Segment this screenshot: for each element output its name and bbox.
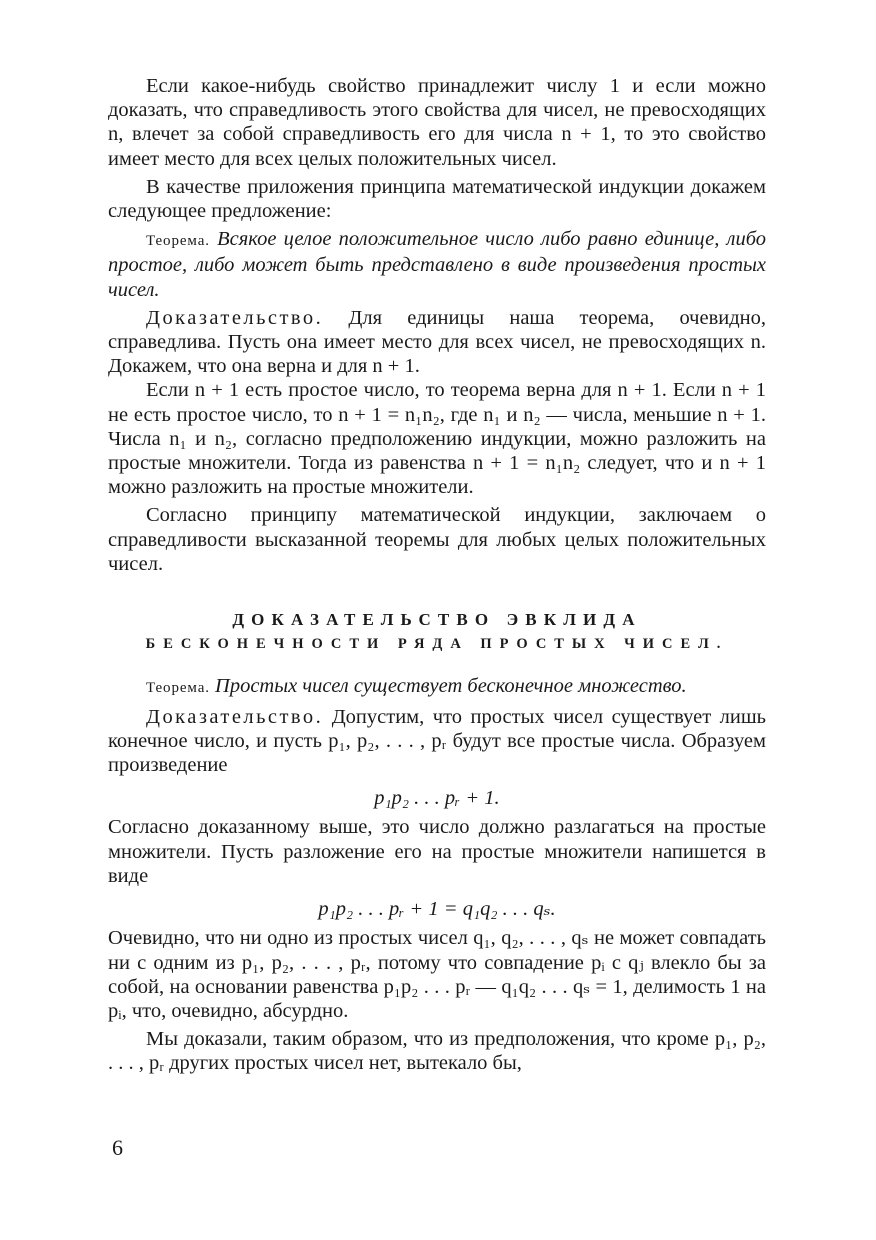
proof-2-label: Доказательство. (146, 705, 324, 728)
page-number: 6 (112, 1135, 123, 1160)
theorem-2-text: Простых чисел существует бесконечное множество. (215, 675, 687, 698)
paragraph-application: В качестве приложения принципа математической индукции докажем следующее предложение: (108, 175, 766, 223)
section-title-line-1: ДОКАЗАТЕЛЬСТВО ЭВКЛИДА (232, 610, 642, 630)
theorem-2-label: Теорема. (146, 680, 210, 697)
paragraph-induction-principle: Если какое-нибудь свойство принадлежит числу 1 и если можно доказать, что справедливость этого свойства для чисел, не превосходящих n, влечет за собой справедливость его для числа n + 1, то это свойство имеет место для всех целых положительных чисел. (108, 75, 766, 170)
theorem-1-label: Теорема. (146, 233, 210, 250)
paragraph-conclusion: Согласно принципу математической индукции, заключаем о справедливости высказанной теоремы для любых целых положительных чисел. (108, 504, 766, 575)
formula-equality: p₁p₂ . . . pᵣ + 1 = q₁q₂ . . . qₛ. (318, 898, 556, 921)
page-text (108, 74, 766, 1076)
theorem-1-text: Всякое целое положительное число либо равно единице, либо простое, либо может быть представлено в виде произведения простых чисел. (108, 228, 767, 301)
proof-2 (108, 705, 766, 778)
paragraph-contradiction: Очевидно, что ни одно из простых чисел q₁, q₂, . . . , qₛ не может совпадать ни с одним из p₁, p₂, . . . , pᵣ, потому что совпадение pᵢ с qⱼ влекло бы за собой, на основании равенства p₁p₂ . . . pᵣ — q₁q₂ . . . qₛ = 1, делимость 1 на pᵢ, что, очевидно, абсурдно. (108, 927, 766, 1022)
proof-1 (108, 306, 766, 379)
theorem-1 (108, 227, 766, 302)
paragraph-final: Мы доказали, таким образом, что из предположения, что кроме p₁, p₂, . . . , pᵣ других простых чисел нет, вытекало бы, (108, 1028, 766, 1075)
proof-1-text: Для единицы наша теорема, очевидно, справедлива. Пусть она имеет место для всех чисел, не превосходящих n. Докажем, что она верна и для n + 1. (108, 306, 767, 378)
theorem-2 (108, 674, 766, 700)
proof-2-text: Допустим, что простых чисел существует лишь конечное число, и пусть p₁, p₂, . . . , pᵣ будут все простые числа. Образуем произведение (108, 705, 766, 777)
paragraph-induction-step: Если n + 1 есть простое число, то теорема верна для n + 1. Если n + 1 не есть простое число, то n + 1 = n₁n₂, где n₁ и n₂ — числа, меньшие n + 1. Числа n₁ и n₂, согласно предположению индукции, можно разложить на простые множители. Тогда из равенства n + 1 = n₁n₂ следует, что и n + 1 можно разложить на простые множители. (108, 379, 766, 499)
formula-product: p₁p₂ . . . pᵣ + 1. (374, 787, 500, 810)
section-title-line-2: БЕСКОНЕЧНОСТИ РЯДА ПРОСТЫХ ЧИСЕЛ. (145, 636, 729, 653)
paragraph-factorization: Согласно доказанному выше, это число должно разлагаться на простые множители. Пусть разложение его на простые множители напишется в виде (108, 816, 766, 887)
proof-1-label: Доказательство. (146, 306, 324, 329)
